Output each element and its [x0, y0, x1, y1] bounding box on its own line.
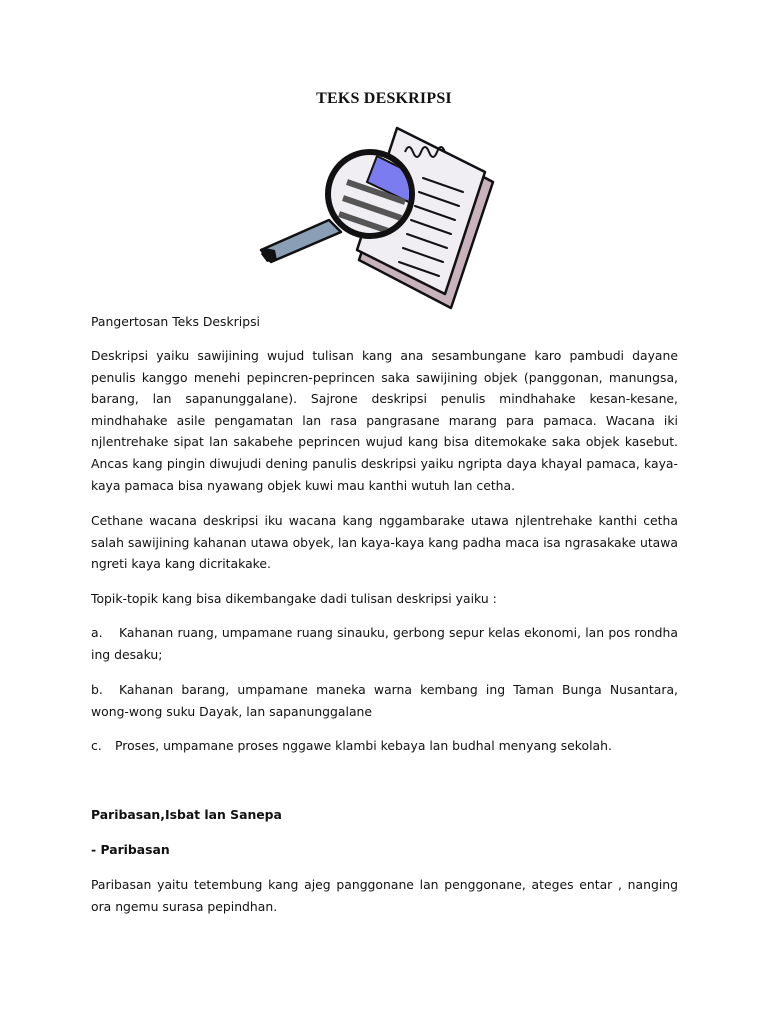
list-item-b [91, 679, 678, 722]
paragraph-definition: Deskripsi yaiku sawijining wujud tulisan kang ana sesambungane karo pambudi dayane penulis kanggo menehi pepincren-peprincen saka sawijining objek (panggonan, manungsa, barang, lan sapanunggalane). Sajrone deskripsi penulis mindhahake kesan-kesane, mindhahake asile pengamatan lan rasa pangrasane marang para pamaca. Wacana iki njlentrehake sipat lan sakabehe peprincen wujud kang bisa ditemokake saka objek kasebut. Ancas kang pingin diwujudi dening panulis deskripsi yaiku ngripta daya khayal pamaca, kaya-kaya pamaca bisa nyawang objek kuwi mau kanthi wutuh lan cetha. [91, 348, 678, 493]
list-item-c [91, 735, 678, 757]
section-heading: Paribasan,Isbat lan Sanepa [91, 807, 282, 822]
paragraph-cethane: Cethane wacana deskripsi iku wacana kang nggambarake utawa njlentrehake kanthi cetha salah sawijining kahanan utawa obyek, lan kaya-kaya kang padha maca isa ngrasakake utawa ngreti kaya kang dicritakake. [91, 513, 678, 572]
paragraph-topik: Topik-topik kang bisa dikembangake dadi tulisan deskripsi yaiku : [91, 591, 497, 606]
list-item-label: c. [91, 738, 102, 753]
list-item-a [91, 622, 678, 665]
list-item-text: Proses, umpamane proses nggawe klambi kebaya lan budhal menyang sekolah. [115, 738, 612, 753]
subsection-heading: - Paribasan [91, 842, 170, 857]
magnifier-document-icon [255, 122, 495, 312]
list-item-text: Kahanan barang, umpamane maneka warna kembang ing Taman Bunga Nusantara, wong-wong suku Dayak, lan sapanunggalane [91, 682, 678, 719]
paragraph-paribasan: Paribasan yaitu tetembung kang ajeg panggonane lan penggonane, ateges entar , nanging ora ngemu surasa pepindhan. [91, 877, 678, 914]
heading-pangertosan: Pangertosan Teks Deskripsi [91, 314, 260, 329]
page-title: TEKS DESKRIPSI [316, 90, 452, 107]
list-item-label: b. [91, 682, 103, 697]
list-item-text: Kahanan ruang, umpamane ruang sinauku, gerbong sepur kelas ekonomi, lan pos rondha ing desaku; [91, 625, 678, 662]
list-item-label: a. [91, 625, 103, 640]
